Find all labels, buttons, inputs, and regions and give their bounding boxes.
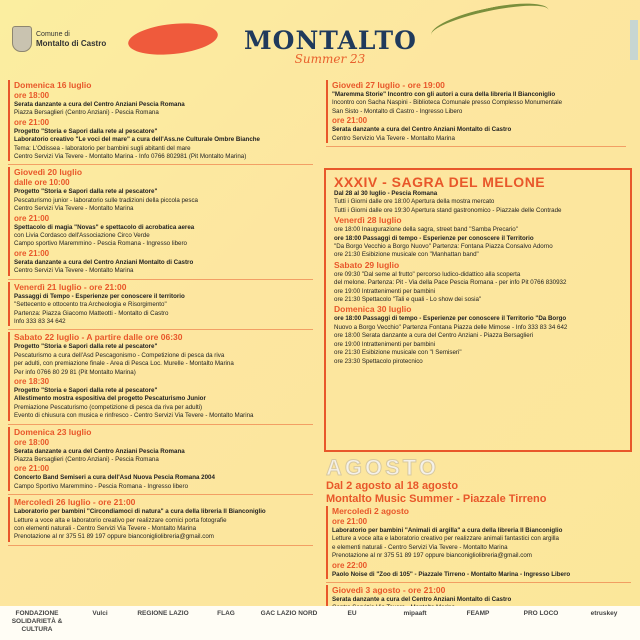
sponsor-logo: PRO LOCO <box>523 610 559 617</box>
page-title: MONTALTO <box>244 26 417 55</box>
agosto-events <box>326 506 631 617</box>
event-line: San Sisto - Montalto di Castro - Ingresso Libero <box>332 107 463 115</box>
day-divider <box>326 582 631 583</box>
sponsor-footer <box>0 606 640 640</box>
event-line: ore 19:00 Intrattenimenti per bambini <box>334 340 436 348</box>
event-line: Pescaturismo a cura dell'Asd Pescagonismo - Competizione di pesca da riva <box>14 351 225 359</box>
comune-line1: Comune di <box>36 31 70 38</box>
day-block <box>8 332 313 420</box>
event-line: con elementi naturali - Centro Servizi Via Tevere - Montalto Marina <box>14 525 197 532</box>
agosto-headline2: Montalto Music Summer - Piazzale Tirreno <box>326 493 547 505</box>
olive-branch-icon <box>428 0 551 49</box>
day-date: Venerdì 21 luglio - ore 21:00 <box>14 281 127 292</box>
sponsor-logo: mipaaft <box>403 610 427 617</box>
day-block <box>8 167 313 275</box>
event-line: Allestimento mostra espositiva del progetto Pescaturismo Junior <box>14 395 206 403</box>
event-line: Serata danzante a cura del Centro Anziani Pescia Romana <box>14 101 185 108</box>
event-line: ore 21:30 Esibizione musicale con "I Semiseri" <box>334 349 462 357</box>
sagra-day-date: Domenica 30 luglio <box>334 304 412 315</box>
agosto-title: AGOSTO <box>326 455 439 480</box>
sponsor-logo: GAC LAZIO NORD <box>260 610 318 617</box>
event-line: Incontro con Sacha Naspini - Biblioteca Comunale presso Complesso Monumentale <box>332 99 563 107</box>
page-subtitle: Summer 23 <box>294 52 366 66</box>
event-line: Tutti i Giorni dalle ore 19:30 Apertura stand gastronomico - Piazzale delle Contrade <box>334 206 562 214</box>
event-line: con Livia Cordasco dell'Associazione Circo Verde <box>14 232 150 240</box>
event-line: Premiazione Pescaturismo (competizione di pesca da riva per adulti) <box>14 403 203 411</box>
sponsor-logo: REGIONE LAZIO <box>137 610 189 617</box>
event-line: Serata danzante a cura del Centro Anziani Montalto di Castro <box>14 258 194 266</box>
event-line: Concerto Band Semiseri a cura dell'Asd Nuova Pescia Romana 2004 <box>14 474 215 482</box>
sponsor-logo: FEAMP <box>466 610 490 617</box>
event-line: Progetto "Storia e Sapori dalla rete al pescatore" <box>14 127 158 135</box>
event-line: Spettacolo di magia "Novas" e spettacolo di acrobatica aerea <box>14 223 195 231</box>
day-divider <box>8 424 313 425</box>
sponsor-logo: FLAG <box>217 610 235 617</box>
sponsor-logo: EU <box>347 610 357 617</box>
day-accent-bar <box>8 80 10 161</box>
event-time: dalle ore 10:00 <box>14 178 70 188</box>
day-date: Domenica 16 luglio <box>14 80 92 90</box>
left-column <box>8 80 313 548</box>
event-line: ore 18:00 Inaugurazione della sagra, street band "Samba Precario" <box>334 226 518 234</box>
day-block <box>8 80 313 161</box>
agosto-section <box>326 456 631 619</box>
event-time: ore 21:00 <box>14 213 50 223</box>
event-line: "Maremma Storie" Incontro con gli autori a cura della libreria Il Bianconiglio <box>332 91 556 98</box>
day-accent-bar <box>8 497 10 542</box>
day-accent-bar <box>8 427 10 492</box>
comune-label <box>36 30 106 49</box>
event-line: Pescaturismo junior - laboratorio sulle tradizioni della piccola pesca <box>14 196 198 204</box>
day-date: Sabato 22 luglio - A partire dalle ore 06:30 <box>14 332 183 343</box>
event-line: Tutti i Giorni dalle ore 18:00 Apertura della mostra mercato <box>334 198 495 206</box>
agosto-headline1: Dal 2 agosto al 18 agosto <box>326 480 459 492</box>
surfboard-icon <box>127 19 220 58</box>
day-divider <box>326 146 626 147</box>
comune-line2: Montalto di Castro <box>36 39 107 48</box>
event-line: ore 18:00 Passaggi di tempo - Esperienze per conoscere il Territorio <box>334 234 534 242</box>
event-time: ore 18:30 <box>14 376 50 386</box>
event-line: ore 21:30 Spettacolo "Tali e quali - Lo show dei sosia" <box>334 296 482 304</box>
event-line: Piazza Bersaglieri (Centro Anziani) - Pescia Romana <box>14 455 159 463</box>
day-date: Giovedì 20 luglio <box>14 167 83 178</box>
event-time: ore 21:00 <box>14 464 50 474</box>
day-accent-bar <box>8 167 10 275</box>
event-line: Serata danzante a cura del Centro Anziani Montalto di Castro <box>332 596 512 604</box>
event-line: ore 21:30 Esibizione musicale con "Manhattan band" <box>334 251 479 259</box>
day-block <box>8 282 313 327</box>
event-line: per adulti, con premiazione finale - Area di Pesca Loc. Murelle - Montalto Marina <box>14 360 234 368</box>
event-line: Campo sportivo Maremmino - Pescia Romana - Ingresso libero <box>14 240 187 248</box>
day-date: Giovedì 3 agosto - ore 21:00 <box>332 585 446 596</box>
event-line: del melone. Partenza: Pit - Via della Pace Pescia Romana - per info Pit 0766 830932 <box>334 279 567 287</box>
event-line: ore 19:00 Intrattenimenti per bambini <box>334 287 436 295</box>
day-date: Mercoledì 26 luglio - ore 21:00 <box>14 497 136 508</box>
event-line: Centro Servizi Via Tevere - Montalto Marina <box>14 205 134 213</box>
event-line: Piazza Bersaglieri (Centro Anziani) - Pescia Romana <box>14 109 159 117</box>
event-line: Passaggi di Tempo - Esperienze per conoscere il territorio <box>14 292 185 300</box>
event-time: ore 21:00 <box>14 117 50 127</box>
event-line: Letture a voce alta e laboratorio creativo per realizzare cornici porta fotografie <box>14 516 227 524</box>
day-accent-bar <box>8 332 10 420</box>
comune-crest-icon <box>12 26 32 52</box>
day-divider <box>8 545 313 546</box>
event-line: Centro Servizi Via Tevere - Montalto Marina - Info 0766 802981 (Pit Montalto Marina) <box>14 153 247 161</box>
event-line: Serata danzante a cura del Centro Anziani Pescia Romana <box>14 447 185 455</box>
event-line: Partenza: Piazza Giacomo Matteotti - Montalto di Castro <box>14 309 169 317</box>
event-line: Prenotazione al nr 375 51 89 197 oppure bianconigliolibreria@gmail.com <box>14 533 214 541</box>
event-line: Progetto "Storia e Sapori dalla rete al pescatore" <box>14 386 158 394</box>
event-line: Campo Sportivo Maremmino - Pescia Romana - Ingresso libero <box>14 482 189 490</box>
event-line: ore 18:00 Serata danzante a cura del Centro Anziani - Piazza Bersaglieri <box>334 332 534 340</box>
event-line: Centro Servizio Via Tevere - Montalto Marina <box>332 134 455 142</box>
day-date: Giovedì 27 luglio - ore 19:00 <box>332 80 445 90</box>
sagra-day-date: Sabato 29 luglio <box>334 259 400 270</box>
event-line: ore 23:30 Spettacolo pirotecnico <box>334 357 423 365</box>
day-divider <box>8 164 313 165</box>
event-time: ore 21:00 <box>14 248 50 258</box>
event-line: Paolo Noise di "Zoo di 105" - Piazzale Tirreno - Montalto Marina - Ingresso Libero <box>332 570 571 578</box>
day-date: Domenica 23 luglio <box>14 426 92 437</box>
header <box>0 0 640 78</box>
sagra-box <box>324 168 632 452</box>
day-accent-bar <box>326 506 328 579</box>
day-accent-bar <box>326 80 328 143</box>
day-date: Mercoledì 2 agosto <box>332 506 409 516</box>
event-time: ore 21:00 <box>332 116 368 126</box>
event-line: Progetto "Storia e Sapori dalla rete al pescatore" <box>14 343 158 351</box>
event-line: "Da Borgo Vecchio a Borgo Nuovo" Partenza: Fontana Piazza Consalvo Adorno <box>334 243 553 251</box>
event-line: Tema: L'Odissea - laboratorio per bambini sugli abitanti del mare <box>14 144 191 152</box>
event-time: ore 22:00 <box>332 560 368 570</box>
right-top-column <box>326 80 626 149</box>
event-line: Laboratorio per bambini "Animali di argilla" a cura della libreria Il Bianconiglio <box>332 527 563 534</box>
sponsor-logo: FONDAZIONE SOLIDARIETÀ & CULTURA <box>11 610 63 633</box>
event-line: Per info 0766 80 29 81 (Pit Montalto Marina) <box>14 368 136 376</box>
day-divider <box>8 279 313 280</box>
event-time: ore 18:00 <box>14 91 50 100</box>
event-line: Laboratorio per bambini "Circondiamoci di natura" a cura della libreria Il Bianconiglio <box>14 508 266 516</box>
side-badge <box>630 20 638 60</box>
event-line: e elementi naturali - Centro Servizi Via Tevere - Montalto Marina <box>332 543 508 551</box>
event-line: ore 18:00 Passaggi di tempo - Esperienze per conoscere il Territorio "Da Borgo <box>334 315 567 323</box>
sagra-day-date: Venerdì 28 luglio <box>334 215 402 226</box>
sponsor-logo: etruskey <box>590 610 618 617</box>
event-line: Centro Servizi Via Tevere - Montalto Marina <box>14 267 134 275</box>
event-line: Dal 28 al 30 luglio - Pescia Romana <box>334 190 438 197</box>
event-line: Serata danzante a cura del Centro Anziani Montalto di Castro <box>332 126 512 134</box>
event-line: Laboratorio creativo "Le voci del mare" a cura dell'Ass.ne Culturale Ombre Bianche <box>14 136 260 144</box>
event-line: "Settecento e ottocento tra Archeologia e Risorgimento" <box>14 301 167 309</box>
event-line: Nuovo a Borgo Vecchio" Partenza Fontana Piazza delle Mimose - Info 333 83 34 642 <box>334 323 568 331</box>
event-time: ore 21:00 <box>332 517 368 526</box>
day-divider <box>8 329 313 330</box>
event-line: Info 333 83 34 642 <box>14 317 66 325</box>
day-block <box>8 497 313 542</box>
day-block <box>326 506 631 579</box>
sagra-title: XXXIV - SAGRA DEL MELONE <box>334 174 546 190</box>
day-block <box>8 427 313 492</box>
event-line: Progetto "Storia e Sapori dalla rete al pescatore" <box>14 188 158 196</box>
event-line: Prenotazione al nr 375 51 89 197 oppure bianconigliolibreria@gmail.com <box>332 552 532 560</box>
day-accent-bar <box>8 282 10 327</box>
sponsor-logo: Vulci <box>92 610 108 617</box>
day-block <box>326 80 626 143</box>
event-line: ore 09:30 "Dal seme al frutto" percorso ludico-didattico alla scoperta <box>334 270 521 278</box>
event-line: Letture a voce alta e laboratorio creativo per realizzare animali fantastici con argilla <box>332 535 559 543</box>
day-divider <box>8 494 313 495</box>
event-time: ore 18:00 <box>14 437 50 447</box>
event-line: Evento di chiusura con musica e rinfresco - Centro Servizi Via Tevere - Montalto Marina <box>14 412 254 420</box>
